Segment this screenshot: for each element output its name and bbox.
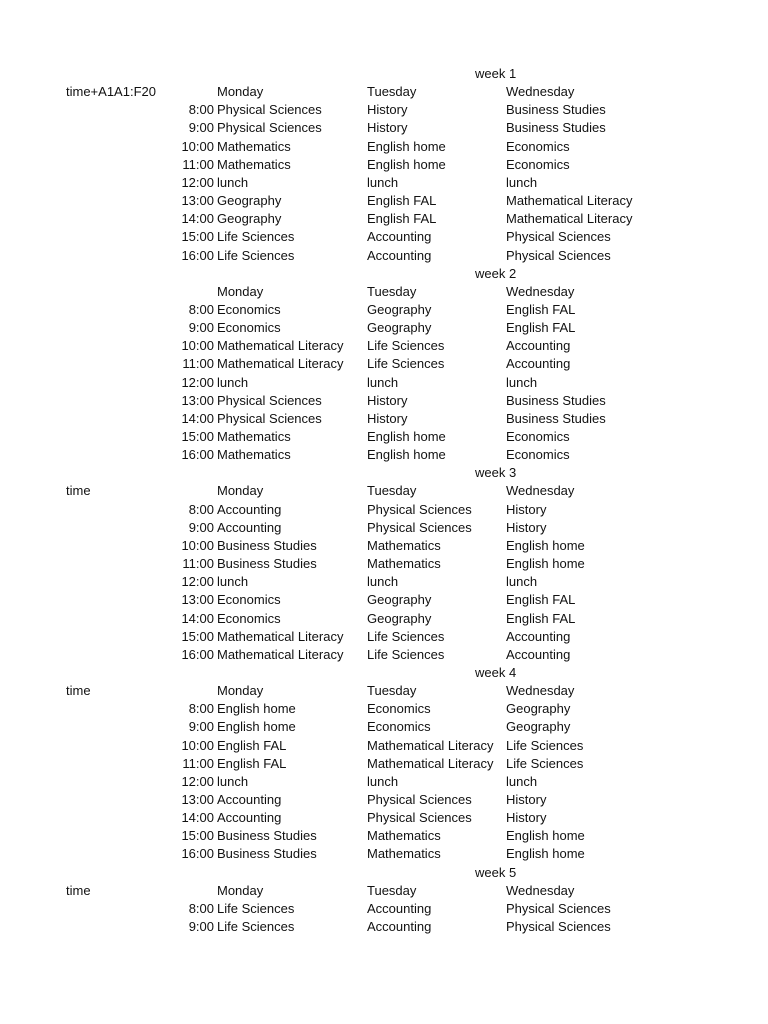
timetable-row — [0, 101, 768, 119]
time-slot: 9:00 — [188, 719, 214, 735]
day-header-monday: Monday — [217, 483, 264, 499]
monday-subject: Physical Sciences — [217, 410, 322, 426]
wednesday-subject: Physical Sciences — [506, 919, 611, 934]
wednesday-subject: English home — [506, 828, 585, 844]
tuesday-subject: Physical Sciences — [367, 501, 472, 517]
wednesday-subject: Business Studies — [506, 102, 606, 118]
time-slot: 16:00 — [181, 447, 214, 463]
wednesday-subject: Economics — [506, 447, 570, 463]
day-header-row — [0, 882, 768, 900]
timetable-row — [0, 228, 768, 246]
week-title-row — [0, 65, 768, 83]
time-slot: 8:00 — [188, 102, 214, 118]
wednesday-subject: Economics — [506, 156, 570, 172]
timetable-row — [0, 537, 768, 555]
week-title: week 4 — [475, 664, 517, 680]
week-title-row — [0, 464, 768, 482]
monday-subject: Business Studies — [217, 537, 317, 553]
timetable-row — [0, 247, 768, 265]
monday-subject: lunch — [217, 773, 249, 789]
tuesday-subject: Life Sciences — [367, 646, 445, 662]
time-slot: 13:00 — [181, 592, 214, 608]
timetable-row — [0, 718, 768, 736]
wednesday-subject: Life Sciences — [506, 737, 584, 753]
tuesday-subject: Economics — [367, 719, 431, 735]
wednesday-subject: Business Studies — [506, 410, 606, 426]
timetable-row — [0, 591, 768, 609]
time-slot: 11:00 — [182, 156, 214, 172]
monday-subject: Economics — [217, 301, 281, 317]
day-header-tuesday: Tuesday — [367, 483, 417, 499]
monday-subject: Accounting — [217, 792, 282, 807]
time-slot: 11:00 — [182, 356, 214, 372]
time-slot: 15:00 — [181, 828, 214, 844]
wednesday-subject: English FAL — [506, 592, 576, 608]
day-header-monday: Monday — [217, 683, 264, 699]
day-header-monday: Monday — [217, 283, 264, 299]
time-slot: 11:00 — [182, 755, 214, 771]
time-slot: 9:00 — [188, 120, 214, 136]
week-title-row — [0, 664, 768, 682]
timetable-row — [0, 210, 768, 228]
day-header-wednesday: Wednesday — [506, 483, 575, 499]
monday-subject: Economics — [217, 610, 281, 626]
timetable-row — [0, 392, 768, 410]
time-column-header — [66, 283, 178, 301]
monday-subject: Business Studies — [217, 828, 317, 844]
monday-subject: Business Studies — [217, 846, 317, 862]
time-slot: 15:00 — [181, 628, 214, 644]
monday-subject: Mathematical Literacy — [217, 338, 344, 354]
wednesday-subject: Accounting — [506, 356, 571, 372]
timetable-row — [0, 809, 768, 827]
wednesday-subject: lunch — [506, 374, 538, 390]
wednesday-subject: History — [506, 810, 547, 826]
time-slot: 16:00 — [181, 247, 214, 263]
wednesday-subject: History — [506, 519, 547, 535]
tuesday-subject: Mathematics — [367, 556, 441, 571]
tuesday-subject: lunch — [367, 773, 399, 789]
monday-subject: lunch — [217, 174, 249, 190]
time-slot: 10:00 — [181, 138, 214, 154]
week-title-row — [0, 265, 768, 283]
tuesday-subject: History — [367, 120, 408, 136]
tuesday-subject: Economics — [367, 701, 431, 717]
day-header-wednesday: Wednesday — [506, 683, 575, 699]
timetable-row — [0, 319, 768, 337]
day-header-wednesday: Wednesday — [506, 882, 575, 898]
day-header-monday: Monday — [217, 882, 264, 898]
timetable-row — [0, 628, 768, 646]
monday-subject: Accounting — [217, 810, 282, 826]
tuesday-subject: Life Sciences — [367, 628, 445, 644]
time-slot: 16:00 — [181, 646, 214, 662]
day-header-row — [0, 682, 768, 700]
monday-subject: Economics — [217, 592, 281, 608]
time-slot: 14:00 — [181, 211, 214, 227]
time-slot: 9:00 — [188, 519, 214, 535]
time-column-header: time+A1A1:F20 — [66, 84, 156, 100]
wednesday-subject: Geography — [506, 701, 571, 717]
monday-subject: Mathematics — [217, 429, 291, 444]
wednesday-subject: English FAL — [506, 301, 576, 317]
wednesday-subject: Business Studies — [506, 392, 606, 408]
monday-subject: Accounting — [217, 501, 282, 517]
time-slot: 14:00 — [181, 410, 214, 426]
wednesday-subject: lunch — [506, 174, 538, 190]
timetable-row — [0, 156, 768, 174]
tuesday-subject: English FAL — [367, 211, 437, 227]
time-slot: 14:00 — [181, 610, 214, 626]
timetable-row — [0, 610, 768, 628]
timetable-row — [0, 900, 768, 918]
time-column-header: time — [66, 483, 91, 499]
wednesday-subject: English home — [506, 846, 585, 862]
day-header-tuesday: Tuesday — [367, 683, 417, 699]
timetable-row — [0, 301, 768, 319]
monday-subject: Mathematics — [217, 156, 291, 172]
time-slot: 12:00 — [181, 773, 214, 789]
tuesday-subject: Mathematics — [367, 537, 441, 553]
tuesday-subject: Accounting — [367, 229, 432, 245]
tuesday-subject: History — [367, 410, 408, 426]
monday-subject: Physical Sciences — [217, 102, 322, 118]
monday-subject: Life Sciences — [217, 247, 295, 263]
time-slot: 10:00 — [181, 737, 214, 753]
timetable-row — [0, 174, 768, 192]
wednesday-subject: Business Studies — [506, 120, 606, 136]
week-title: week 3 — [475, 465, 517, 481]
wednesday-subject: Accounting — [506, 628, 571, 644]
monday-subject: English home — [217, 701, 296, 717]
timetable-row — [0, 501, 768, 519]
tuesday-subject: Geography — [367, 610, 432, 626]
monday-subject: Mathematical Literacy — [217, 356, 344, 372]
tuesday-subject: Geography — [367, 592, 432, 608]
timetable-row — [0, 791, 768, 809]
tuesday-subject: Mathematical Literacy — [367, 755, 494, 771]
day-header-monday: Monday — [217, 84, 264, 100]
wednesday-subject: English home — [506, 556, 585, 571]
tuesday-subject: Life Sciences — [367, 356, 445, 372]
tuesday-subject: English FAL — [367, 193, 437, 208]
wednesday-subject: English home — [506, 537, 585, 553]
day-header-row — [0, 283, 768, 301]
timetable-row — [0, 119, 768, 137]
wednesday-subject: Life Sciences — [506, 755, 584, 771]
tuesday-subject: Mathematics — [367, 846, 441, 862]
timetable-row — [0, 827, 768, 845]
tuesday-subject: Physical Sciences — [367, 519, 472, 535]
time-slot: 8:00 — [188, 301, 214, 317]
monday-subject: Mathematical Literacy — [217, 628, 344, 644]
monday-subject: lunch — [217, 574, 249, 590]
week-title: week 1 — [475, 66, 517, 81]
wednesday-subject: English FAL — [506, 610, 576, 626]
monday-subject: Mathematical Literacy — [217, 646, 344, 662]
timetable-row — [0, 138, 768, 156]
day-header-tuesday: Tuesday — [367, 882, 417, 898]
timetable-row — [0, 918, 768, 936]
wednesday-subject: Physical Sciences — [506, 900, 611, 916]
timetable-row — [0, 374, 768, 392]
timetable-row — [0, 355, 768, 373]
timetable-row — [0, 446, 768, 464]
monday-subject: English FAL — [217, 755, 287, 771]
tuesday-subject: lunch — [367, 174, 399, 190]
wednesday-subject: Mathematical Literacy — [506, 211, 633, 227]
time-column-header: time — [66, 882, 91, 898]
tuesday-subject: Mathematical Literacy — [367, 737, 494, 753]
time-slot: 8:00 — [188, 501, 214, 517]
day-header-row — [0, 83, 768, 101]
time-slot: 8:00 — [188, 900, 214, 916]
monday-subject: Accounting — [217, 519, 282, 535]
tuesday-subject: English home — [367, 429, 446, 444]
week-title-row — [0, 864, 768, 882]
wednesday-subject: Physical Sciences — [506, 247, 611, 263]
tuesday-subject: History — [367, 392, 408, 408]
monday-subject: English FAL — [217, 737, 287, 753]
timetable-row — [0, 700, 768, 718]
time-slot: 13:00 — [181, 792, 214, 807]
day-header-wednesday: Wednesday — [506, 84, 575, 100]
monday-subject: Geography — [217, 193, 282, 208]
tuesday-subject: Physical Sciences — [367, 810, 472, 826]
day-header-tuesday: Tuesday — [367, 283, 417, 299]
tuesday-subject: English home — [367, 156, 446, 172]
day-header-row — [0, 482, 768, 500]
monday-subject: lunch — [217, 374, 249, 390]
monday-subject: Geography — [217, 211, 282, 227]
tuesday-subject: English home — [367, 138, 446, 154]
time-slot: 12:00 — [181, 574, 214, 590]
monday-subject: Physical Sciences — [217, 392, 322, 408]
wednesday-subject: Economics — [506, 429, 570, 444]
monday-subject: Business Studies — [217, 556, 317, 571]
time-slot: 14:00 — [181, 810, 214, 826]
tuesday-subject: Life Sciences — [367, 338, 445, 354]
tuesday-subject: Geography — [367, 320, 432, 336]
time-slot: 10:00 — [181, 537, 214, 553]
week-title: week 2 — [475, 265, 517, 281]
timetable-row — [0, 555, 768, 573]
timetable-row — [0, 845, 768, 863]
time-slot: 13:00 — [181, 193, 214, 208]
timetable-row — [0, 737, 768, 755]
tuesday-subject: History — [367, 102, 408, 118]
monday-subject: Mathematics — [217, 447, 291, 463]
tuesday-subject: Mathematics — [367, 828, 441, 844]
wednesday-subject: lunch — [506, 574, 538, 590]
timetable-row — [0, 646, 768, 664]
wednesday-subject: Mathematical Literacy — [506, 193, 633, 208]
tuesday-subject: Geography — [367, 301, 432, 317]
timetable-row — [0, 337, 768, 355]
wednesday-subject: Accounting — [506, 646, 571, 662]
wednesday-subject: History — [506, 501, 547, 517]
tuesday-subject: English home — [367, 447, 446, 463]
timetable-row — [0, 410, 768, 428]
time-slot: 9:00 — [188, 320, 214, 336]
time-slot: 12:00 — [181, 374, 214, 390]
time-slot: 12:00 — [181, 174, 214, 190]
wednesday-subject: Economics — [506, 138, 570, 154]
monday-subject: Mathematics — [217, 138, 291, 154]
tuesday-subject: Accounting — [367, 247, 432, 263]
timetable-row — [0, 428, 768, 446]
tuesday-subject: Physical Sciences — [367, 792, 472, 807]
timetable-row — [0, 755, 768, 773]
tuesday-subject: Accounting — [367, 919, 432, 934]
wednesday-subject: Geography — [506, 719, 571, 735]
time-slot: 16:00 — [181, 846, 214, 862]
timetable-row — [0, 573, 768, 591]
timetable-row — [0, 773, 768, 791]
wednesday-subject: English FAL — [506, 320, 576, 336]
time-slot: 15:00 — [181, 229, 214, 245]
monday-subject: Physical Sciences — [217, 120, 322, 136]
wednesday-subject: Accounting — [506, 338, 571, 354]
week-title: week 5 — [475, 864, 517, 880]
time-slot: 9:00 — [188, 919, 214, 934]
monday-subject: Life Sciences — [217, 919, 295, 934]
monday-subject: Life Sciences — [217, 229, 295, 245]
wednesday-subject: Physical Sciences — [506, 229, 611, 245]
time-slot: 10:00 — [181, 338, 214, 354]
wednesday-subject: lunch — [506, 773, 538, 789]
time-slot: 11:00 — [182, 556, 214, 571]
timetable-row — [0, 519, 768, 537]
tuesday-subject: Accounting — [367, 900, 432, 916]
time-slot: 8:00 — [188, 701, 214, 717]
monday-subject: Economics — [217, 320, 281, 336]
wednesday-subject: History — [506, 792, 547, 807]
monday-subject: English home — [217, 719, 296, 735]
time-column-header: time — [66, 683, 91, 699]
day-header-wednesday: Wednesday — [506, 283, 575, 299]
tuesday-subject: lunch — [367, 574, 399, 590]
time-slot: 15:00 — [181, 429, 214, 444]
time-slot: 13:00 — [181, 392, 214, 408]
tuesday-subject: lunch — [367, 374, 399, 390]
day-header-tuesday: Tuesday — [367, 84, 417, 100]
timetable-row — [0, 192, 768, 210]
monday-subject: Life Sciences — [217, 900, 295, 916]
